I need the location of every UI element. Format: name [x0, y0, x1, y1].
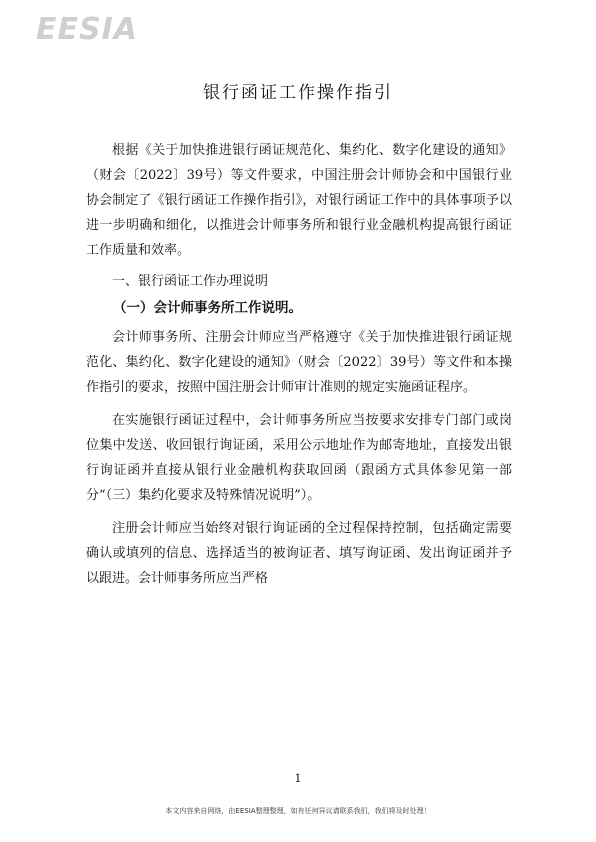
- eesia-logo: EESIA: [36, 12, 138, 47]
- intro-paragraph: 根据《关于加快推进银行函证规范化、集约化、数字化建设的通知》（财会〔2022〕39号）等文件要求，中国注册会计师协会和中国银行业协会制定了《银行函证工作操作指引》，对银行函证工作中的具体事项予以进一步明确和细化，以推进会计师事务所和银行业金融机构提高银行函证工作质量和效率。: [86, 143, 512, 258]
- paragraph-2: 在实施银行函证过程中，会计师事务所应当按要求安排专门部门或岗位集中发送、收回银行询证函，采用公示地址作为邮寄地址，直接发出银行询证函并直接从银行业金融机构获取回函（跟函方式具体参见第一部分“（三）集约化要求及特殊情况说明”）。: [86, 413, 512, 503]
- section-heading: 一、银行函证工作办理说明: [112, 274, 269, 289]
- paragraph-3: 注册会计师应当始终对银行询证函的全过程保持控制，包括确定需要确认或填列的信息、选择适当的被询证者、填写询证函、发出询证函并予以跟进。会计师事务所应当严格: [86, 521, 512, 586]
- subsection-heading: （一）会计师事务所工作说明。: [113, 300, 302, 316]
- page-number: 1: [294, 772, 302, 785]
- document-title: 银行函证工作操作指引: [203, 83, 393, 103]
- paragraph-1: 会计师事务所、注册会计师应当严格遵守《关于加快推进银行函证规范化、集约化、数字化建设的通知》（财会〔2022〕39号）等文件和本操作指引的要求，按照中国注册会计师审计准则的规定实施函证程序。: [86, 330, 512, 395]
- document-body: [86, 138, 512, 591]
- footer-notice: 本文内容来自网络，由EESIA整理整理，如有任何异议请联系我们，我们将及时处理！: [165, 807, 431, 815]
